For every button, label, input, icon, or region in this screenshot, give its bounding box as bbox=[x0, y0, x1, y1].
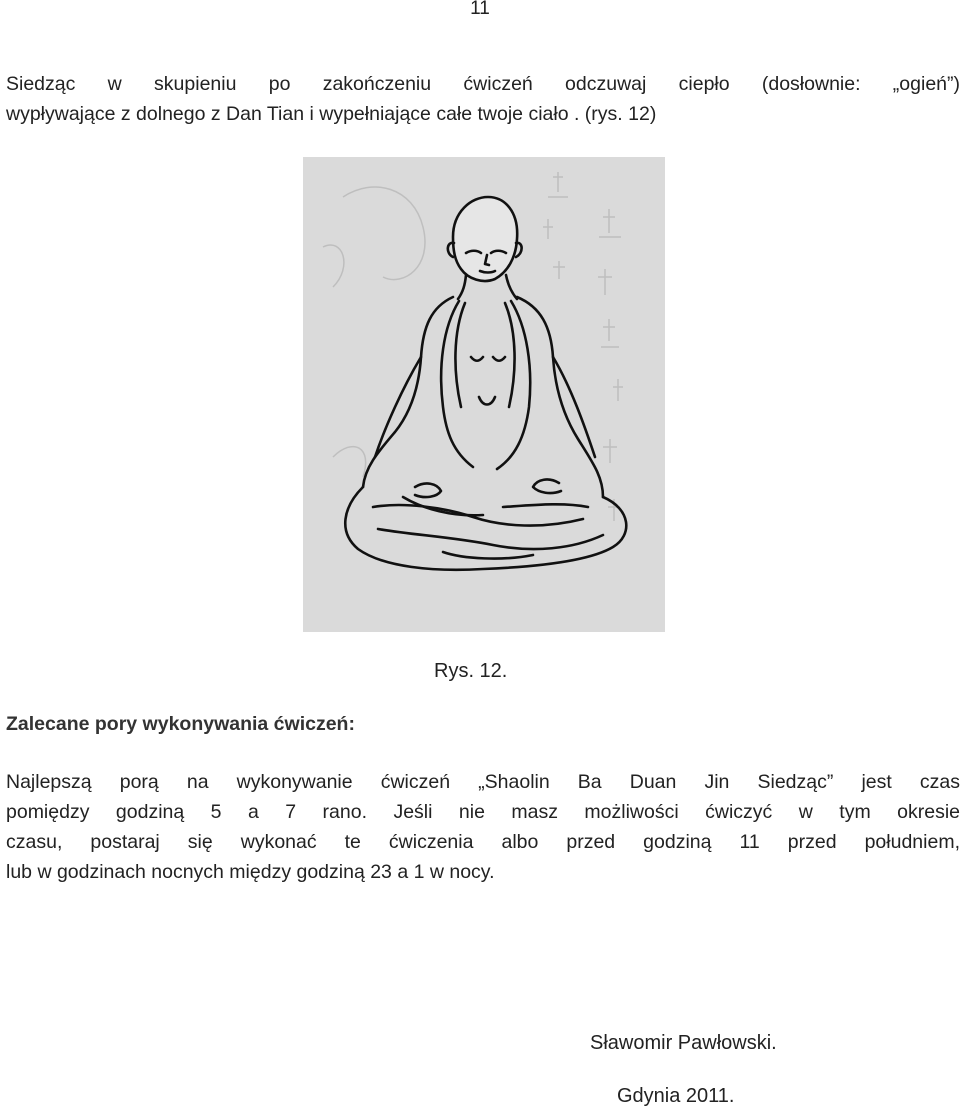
intro-line-2: wypływające z dolnego z Dan Tian i wypełniające całe twoje ciało . (rys. 12) bbox=[6, 103, 657, 125]
figure-caption: Rys. 12. bbox=[434, 660, 508, 682]
author-signature: Sławomir Pawłowski. bbox=[590, 1032, 777, 1054]
place-date: Gdynia 2011. bbox=[617, 1085, 735, 1107]
section-paragraph bbox=[6, 767, 960, 887]
section-heading: Zalecane pory wykonywania ćwiczeń: bbox=[6, 713, 355, 735]
section-line-2: pomiędzy godziną 5 a 7 rano. Jeśli nie masz możliwości ćwiczyć w tym okresie bbox=[6, 801, 960, 823]
section-line-1: Najlepszą porą na wykonywanie ćwiczeń „Shaolin Ba Duan Jin Siedząc” jest czas bbox=[6, 771, 960, 793]
meditating-monk-illustration bbox=[303, 157, 665, 632]
section-line-3: czasu, postaraj się wykonać te ćwiczenia albo przed godziną 11 przed południem, bbox=[6, 831, 960, 853]
intro-line-1: Siedząc w skupieniu po zakończeniu ćwiczeń odczuwaj ciepło (dosłownie: „ogień”) bbox=[6, 73, 960, 95]
intro-paragraph bbox=[6, 69, 960, 129]
section-line-4: lub w godzinach nocnych między godziną 23 a 1 w nocy. bbox=[6, 861, 495, 883]
page-number: 11 bbox=[470, 0, 490, 19]
